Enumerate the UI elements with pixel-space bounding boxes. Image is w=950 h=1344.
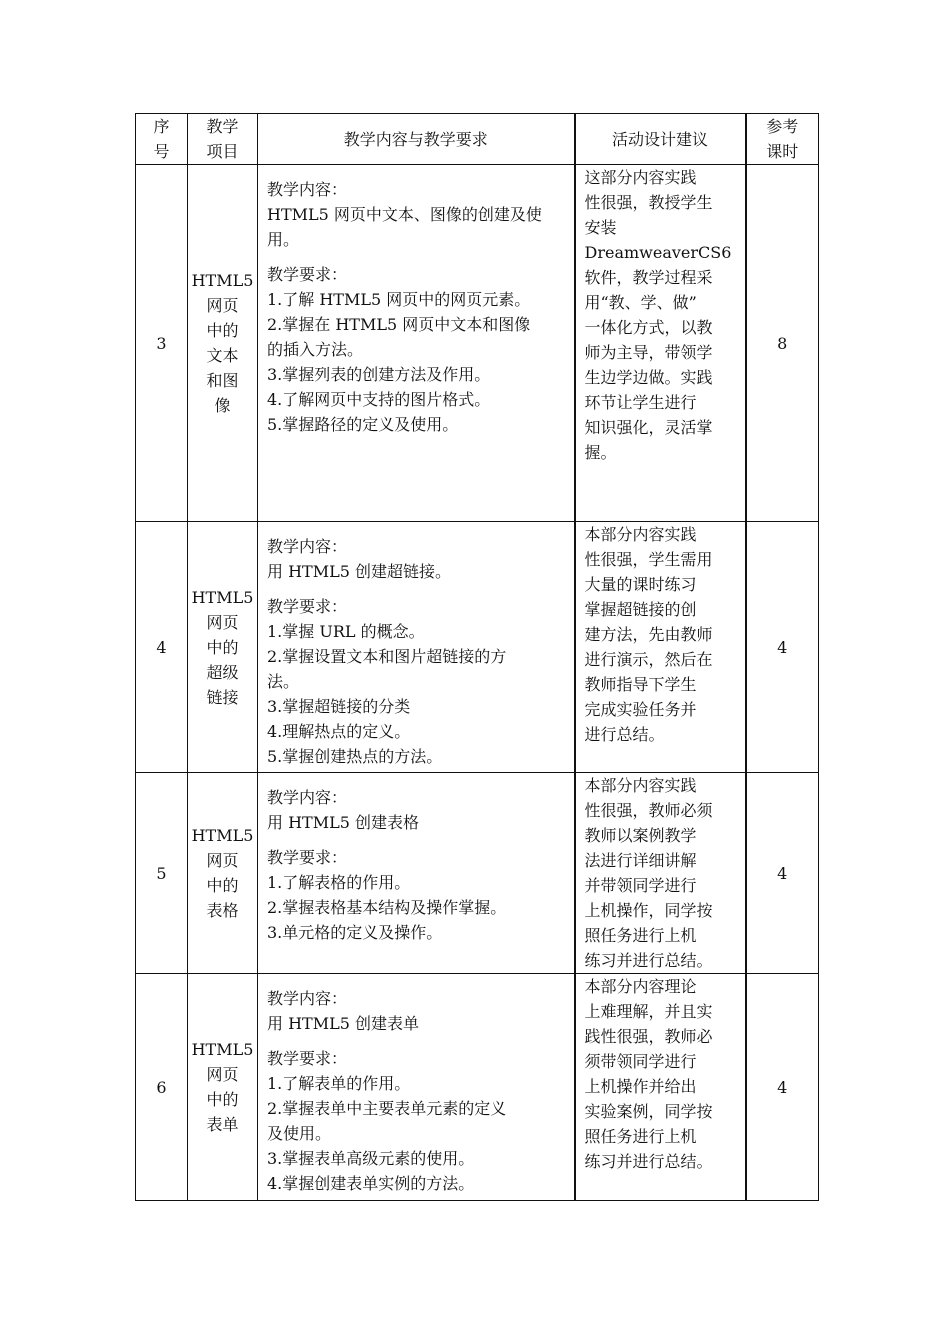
activity-line: 法进行详细讲解 — [584, 851, 697, 870]
activity-line: 性很强，教授学生 — [584, 193, 713, 212]
activity-line: 教师指导下学生 — [584, 675, 697, 694]
activity-line: 这部分内容实践 — [584, 168, 697, 187]
table-row — [136, 165, 819, 522]
requirement-line: 1.掌握 URL 的概念。 — [267, 622, 425, 641]
teaching-item-line: 中的 — [206, 637, 239, 657]
content-line: HTML5 网页中文本、图像的创建及使 — [267, 205, 542, 224]
requirement-line: 3.单元格的定义及操作。 — [267, 923, 443, 942]
teaching-item-line: 表单 — [206, 1115, 239, 1134]
requirement-line: 4.了解网页中支持的图片格式。 — [267, 390, 491, 409]
content-and-requirements — [258, 773, 575, 974]
activity-suggestion — [575, 165, 746, 522]
activity-line: 照任务进行上机 — [584, 1127, 697, 1146]
activity-line: 知识强化，灵活掌 — [584, 418, 713, 437]
activity-line: 上机操作，同学按 — [584, 901, 713, 920]
requirement-line: 3.掌握超链接的分类 — [267, 697, 411, 716]
activity-suggestion — [575, 974, 746, 1201]
activity-line: 建方法，先由教师 — [584, 625, 713, 644]
activity-line: 安装 — [584, 218, 617, 237]
content-and-requirements — [258, 974, 575, 1201]
teaching-item-line: 文本 — [206, 346, 239, 365]
requirement-line: 2.掌握表单中主要表单元素的定义 — [267, 1099, 507, 1118]
requirements-title: 教学要求： — [267, 1049, 348, 1068]
activity-line: 本部分内容实践 — [584, 776, 697, 795]
teaching-item-line: HTML5 — [191, 1040, 254, 1059]
table-row — [136, 522, 819, 773]
requirement-line: 1.了解表格的作用。 — [267, 873, 411, 892]
requirements-title: 教学要求： — [267, 265, 348, 284]
teaching-item-line: 像 — [214, 396, 231, 415]
requirement-line: 4.理解热点的定义。 — [267, 722, 411, 741]
activity-line: 一体化方式，以教 — [584, 318, 713, 337]
teaching-item-line: HTML5 — [191, 826, 254, 845]
teaching-item-line: HTML5 — [191, 587, 254, 607]
activity-line: 实验案例，同学按 — [584, 1102, 713, 1121]
activity-line: 完成实验任务并 — [584, 700, 697, 719]
activity-suggestion — [575, 773, 746, 974]
teaching-item — [188, 165, 258, 522]
teaching-item-line: 网页 — [206, 612, 239, 632]
activity-line: 环节让学生进行 — [584, 393, 697, 412]
activity-line: 照任务进行上机 — [584, 926, 697, 945]
reference-hours: 4 — [746, 974, 819, 1201]
content-and-requirements — [258, 165, 575, 522]
activity-line: 践性很强，教师必 — [584, 1027, 713, 1046]
teaching-item-line: 链接 — [206, 687, 239, 707]
teaching-item-line: 和图 — [206, 371, 239, 390]
requirement-line: 2.掌握在 HTML5 网页中文本和图像 — [267, 315, 531, 334]
requirement-line: 1.了解表单的作用。 — [267, 1074, 411, 1093]
activity-line: 进行演示，然后在 — [584, 650, 713, 669]
reference-hours: 8 — [746, 165, 819, 522]
activity-line: 握。 — [584, 443, 617, 462]
activity-line: 师为主导，带领学 — [584, 343, 713, 362]
activity-line: 掌握超链接的创 — [584, 600, 697, 619]
activity-line: 用“教、学、做” — [584, 293, 697, 312]
requirement-line: 5.掌握路径的定义及使用。 — [267, 415, 459, 434]
requirement-line: 3.掌握列表的创建方法及作用。 — [267, 365, 491, 384]
teaching-item-line: 表格 — [206, 901, 239, 920]
requirement-line: 1.了解 HTML5 网页中的网页元素。 — [267, 290, 531, 309]
curriculum-table — [135, 113, 819, 1201]
requirement-line: 4.掌握创建表单实例的方法。 — [267, 1174, 475, 1193]
teaching-item-line: 超级 — [206, 662, 239, 682]
row-number: 6 — [136, 974, 188, 1201]
row-number: 3 — [136, 165, 188, 522]
header-item: 教学 项目 — [188, 114, 258, 165]
content-line: 用 HTML5 创建表格 — [267, 813, 419, 832]
reference-hours: 4 — [746, 773, 819, 974]
requirement-line: 的插入方法。 — [267, 340, 364, 359]
activity-line: 教师以案例教学 — [584, 826, 697, 845]
header-content: 教学内容与教学要求 — [258, 114, 575, 165]
activity-line: 上机操作并给出 — [584, 1077, 697, 1096]
teaching-item — [188, 773, 258, 974]
requirement-line: 2.掌握表格基本结构及操作掌握。 — [267, 898, 507, 917]
teaching-item-line: 网页 — [206, 851, 239, 870]
activity-line: 上难理解，并且实 — [584, 1002, 713, 1021]
activity-line: 软件，教学过程采 — [584, 268, 713, 287]
activity-line: 练习并进行总结。 — [584, 1152, 713, 1171]
content-line: 用。 — [267, 230, 300, 249]
teaching-item-line: 中的 — [206, 321, 239, 340]
table-row — [136, 773, 819, 974]
table-header-row — [136, 114, 819, 165]
activity-line: 生边学边做。实践 — [584, 368, 713, 387]
activity-line: 进行总结。 — [584, 725, 665, 744]
content-title: 教学内容： — [267, 788, 348, 807]
activity-line: DreamweaverCS6 — [584, 243, 732, 262]
requirement-line: 法。 — [267, 672, 300, 691]
content-title: 教学内容： — [267, 180, 348, 199]
requirements-title: 教学要求： — [267, 597, 348, 616]
activity-line: 练习并进行总结。 — [584, 951, 713, 970]
content-and-requirements — [258, 522, 575, 773]
table-row — [136, 974, 819, 1201]
teaching-item-line: 网页 — [206, 296, 239, 315]
reference-hours: 4 — [746, 522, 819, 773]
header-hours: 参考 课时 — [746, 114, 819, 165]
activity-line: 并带领同学进行 — [584, 876, 697, 895]
activity-line: 本部分内容实践 — [584, 525, 697, 544]
content-line: 用 HTML5 创建超链接。 — [267, 562, 451, 581]
row-number: 5 — [136, 773, 188, 974]
requirement-line: 3.掌握表单高级元素的使用。 — [267, 1149, 475, 1168]
row-number: 4 — [136, 522, 188, 773]
content-title: 教学内容： — [267, 537, 348, 556]
teaching-item-line: 网页 — [206, 1065, 239, 1084]
activity-line: 大量的课时练习 — [584, 575, 697, 594]
activity-line: 性很强，学生需用 — [584, 550, 713, 569]
activity-line: 须带领同学进行 — [584, 1052, 697, 1071]
teaching-item-line: HTML5 — [191, 271, 254, 290]
teaching-item-line: 中的 — [206, 1090, 239, 1109]
requirement-line: 5.掌握创建热点的方法。 — [267, 747, 443, 766]
requirement-line: 及使用。 — [267, 1124, 332, 1143]
teaching-item-line: 中的 — [206, 876, 239, 895]
activity-suggestion — [575, 522, 746, 773]
activity-line: 性很强，教师必须 — [584, 801, 713, 820]
teaching-item — [188, 974, 258, 1201]
content-line: 用 HTML5 创建表单 — [267, 1014, 419, 1033]
activity-line: 本部分内容理论 — [584, 977, 697, 996]
requirement-line: 2.掌握设置文本和图片超链接的方 — [267, 647, 507, 666]
requirements-title: 教学要求： — [267, 848, 348, 867]
content-title: 教学内容： — [267, 989, 348, 1008]
header-number: 序 号 — [136, 114, 188, 165]
teaching-item — [188, 522, 258, 773]
header-activity: 活动设计建议 — [575, 114, 746, 165]
